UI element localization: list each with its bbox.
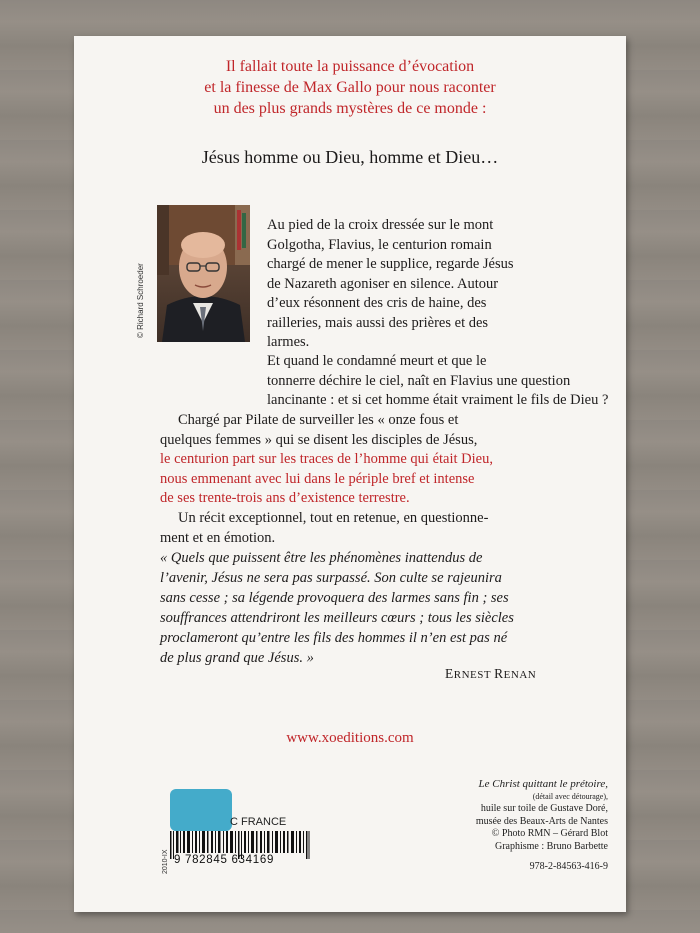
intro-line: Il fallait toute la puissance d’évocation: [225, 58, 475, 75]
author-portrait-icon: [157, 205, 250, 342]
caption-detail: (détail avec détourage),: [532, 791, 608, 801]
author-photo: [157, 205, 250, 342]
quote-line: « Quels que puissent être les phénomènes inattendus de: [160, 550, 483, 566]
caption-line: © Photo RMN – Gérard Blot: [491, 828, 608, 839]
publisher-url: www.xoeditions.com: [286, 730, 414, 746]
highlight-line: nous emmenant avec lui dans le périple bref et intense: [160, 470, 475, 487]
price-label: C FRANCE: [230, 816, 287, 828]
text-line: Un récit exceptionnel, tout en retenue, en questionne-: [178, 510, 489, 526]
renan-quote: [160, 548, 552, 668]
text-line: ment et en émotion.: [160, 529, 276, 546]
quote-line: l’avenir, Jésus ne sera pas surpassé. Son culte se rajeunira: [160, 570, 502, 586]
text-line: Golgotha, Flavius, le centurion romain: [267, 236, 492, 253]
text-line: chargé de mener le supplice, regarde Jésus: [267, 256, 514, 272]
text-line: d’eux résonnent des cris de haine, des: [267, 295, 487, 311]
text-line: Et quand le condamné meurt et que le: [267, 353, 487, 369]
intro-line: et la finesse de Max Gallo pour nous raconter: [204, 79, 496, 96]
photo-credit: © Richard Schroeder: [136, 263, 145, 338]
paragraph-1: [267, 216, 603, 353]
intro-text: [74, 56, 626, 119]
quote-line: proclameront qu’entre les fils des hommes il n’en est pas né: [160, 630, 508, 646]
paragraph-2: [160, 352, 609, 411]
author-initial: E: [445, 666, 454, 681]
paragraph-4: [160, 509, 603, 548]
quote-line: sans cesse ; sa légende provoquera des larmes sans fin ; ses: [160, 590, 509, 606]
text-line: Au pied de la croix dressée sur le mont: [267, 217, 494, 233]
quote-line: de plus grand que Jésus. »: [160, 650, 314, 666]
caption-line: Graphisme : Bruno Barbette: [494, 840, 608, 852]
author-first-rest: RNEST: [453, 669, 495, 681]
paragraph-3: [160, 411, 603, 509]
text-line: railleries, mais aussi des prières et des: [267, 314, 489, 331]
highlight-line: de ses trente-trois ans d’existence terrestre.: [160, 490, 410, 506]
intro-line: un des plus grands mystères de ce monde :: [213, 100, 487, 117]
caption-line: musée des Beaux-Arts de Nantes: [475, 815, 608, 827]
price-sticker: [170, 789, 232, 831]
book-back-cover: [74, 36, 626, 912]
author-initial: R: [494, 666, 504, 681]
isbn-text: 978-2-84563-416-9: [529, 861, 608, 872]
barcode-number: 9 782845 634169: [174, 854, 275, 866]
text-line: quelques femmes » qui se disent les disciples de Jésus,: [160, 431, 478, 448]
text-line: de Nazareth agoniser en silence. Autour: [267, 275, 499, 292]
quote-line: souffrances attendriront les meilleurs cœurs ; tous les siècles: [160, 610, 514, 626]
headline: Jésus homme ou Dieu, homme et Dieu…: [201, 147, 499, 167]
text-line: larmes.: [267, 334, 310, 350]
text-line: Chargé par Pilate de surveiller les « onze fous et: [178, 412, 459, 428]
quote-author: [445, 666, 536, 682]
cover-credits: [476, 778, 608, 874]
text-line: tonnerre déchire le ciel, naît en Flavius une question: [267, 372, 571, 389]
text-line: lancinante : et si cet homme était vraiment le fils de Dieu ?: [267, 392, 609, 408]
painting-title: Le Christ quittant le prétoire,: [478, 778, 608, 790]
barcode-edge-code: 2010-IX: [162, 849, 169, 874]
highlight-line: le centurion part sur les traces de l’homme qui était Dieu,: [160, 451, 493, 467]
author-last-rest: ENAN: [503, 669, 537, 681]
caption-line: huile sur toile de Gustave Doré,: [480, 803, 608, 814]
